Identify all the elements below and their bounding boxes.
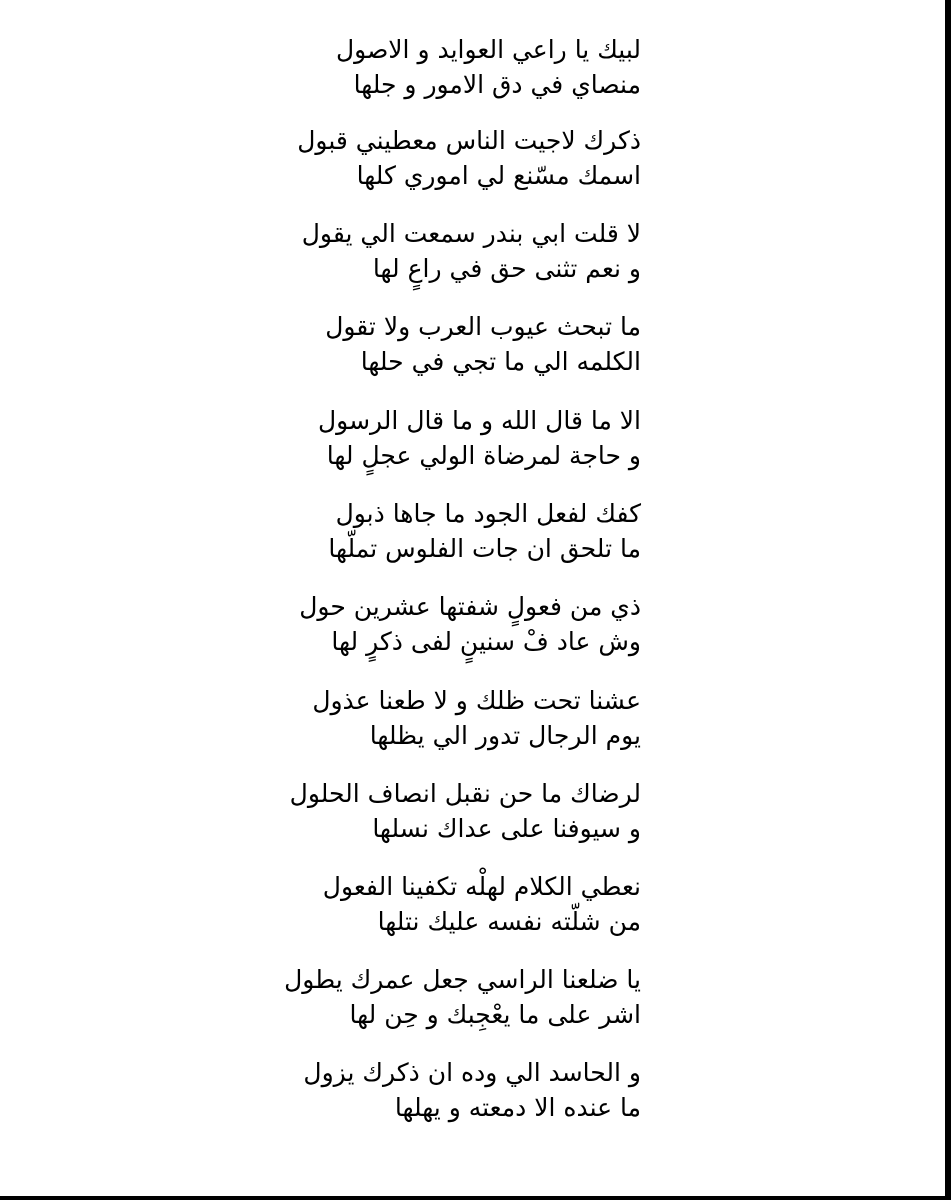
stanza-7-line-2: وش عاد فْ سنينٍ لفى ذكرٍ لها: [331, 627, 641, 656]
stanza-6-line-1: كفك لفعل الجود ما جاها ذبول: [335, 499, 641, 528]
stanza-6-line-2: ما تلحق ان جات الفلوس تملّها: [328, 534, 641, 563]
stanza-3-line-2: و نعم تثنى حق في راعٍ لها: [372, 254, 641, 283]
stanza-5-line-1: الا ما قال الله و ما قال الرسول: [317, 406, 641, 435]
stanza-1-line-2: منصاي في دق الامور و جلها: [353, 70, 641, 99]
stanza-4-line-1: ما تبحث عيوب العرب ولا تقول: [325, 312, 641, 341]
stanza-2-line-2: اسمك مسّنع لي اموري كلها: [356, 161, 641, 190]
stanza-7-line-1: ذي من فعولٍ شفتها عشرين حول: [299, 592, 641, 621]
stanza-11-line-2: اشر على ما يعْجِبك و حِن لها: [349, 1000, 641, 1029]
stanza-8-line-2: يوم الرجال تدور الي يظلها: [369, 721, 641, 750]
stanza-8-line-1: عشنا تحت ظلك و لا طعنا عذول: [312, 686, 641, 715]
stanza-5-line-2: و حاجة لمرضاة الولي عجلٍ لها: [326, 441, 641, 470]
stanza-2-line-1: ذكرك لاجيت الناس معطيني قبول: [297, 126, 641, 155]
stanza-10-line-1: نعطي الكلام لهلْه تكفينا الفعول: [322, 872, 641, 901]
stanza-1-line-1: لبيك يا راعي العوايد و الاصول: [335, 35, 641, 64]
stanza-9-line-2: و سيوفنا على عداك نسلها: [372, 814, 641, 843]
stanza-11-line-1: يا ضلعنا الراسي جعل عمرك يطول: [284, 965, 641, 994]
stanza-12-line-1: و الحاسد الي وده ان ذكرك يزول: [303, 1058, 641, 1087]
stanza-3-line-1: لا قلت ابي بندر سمعت الي يقول: [301, 219, 641, 248]
stanza-9-line-1: لرضاك ما حن نقبل انصاف الحلول: [289, 779, 641, 808]
stanza-10-line-2: من شلّته نفسه عليك نتلها: [377, 907, 641, 936]
stanza-4-line-2: الكلمه الي ما تجي في حلها: [360, 347, 641, 376]
stanza-12-line-2: ما عنده الا دمعته و يهلها: [394, 1093, 641, 1122]
